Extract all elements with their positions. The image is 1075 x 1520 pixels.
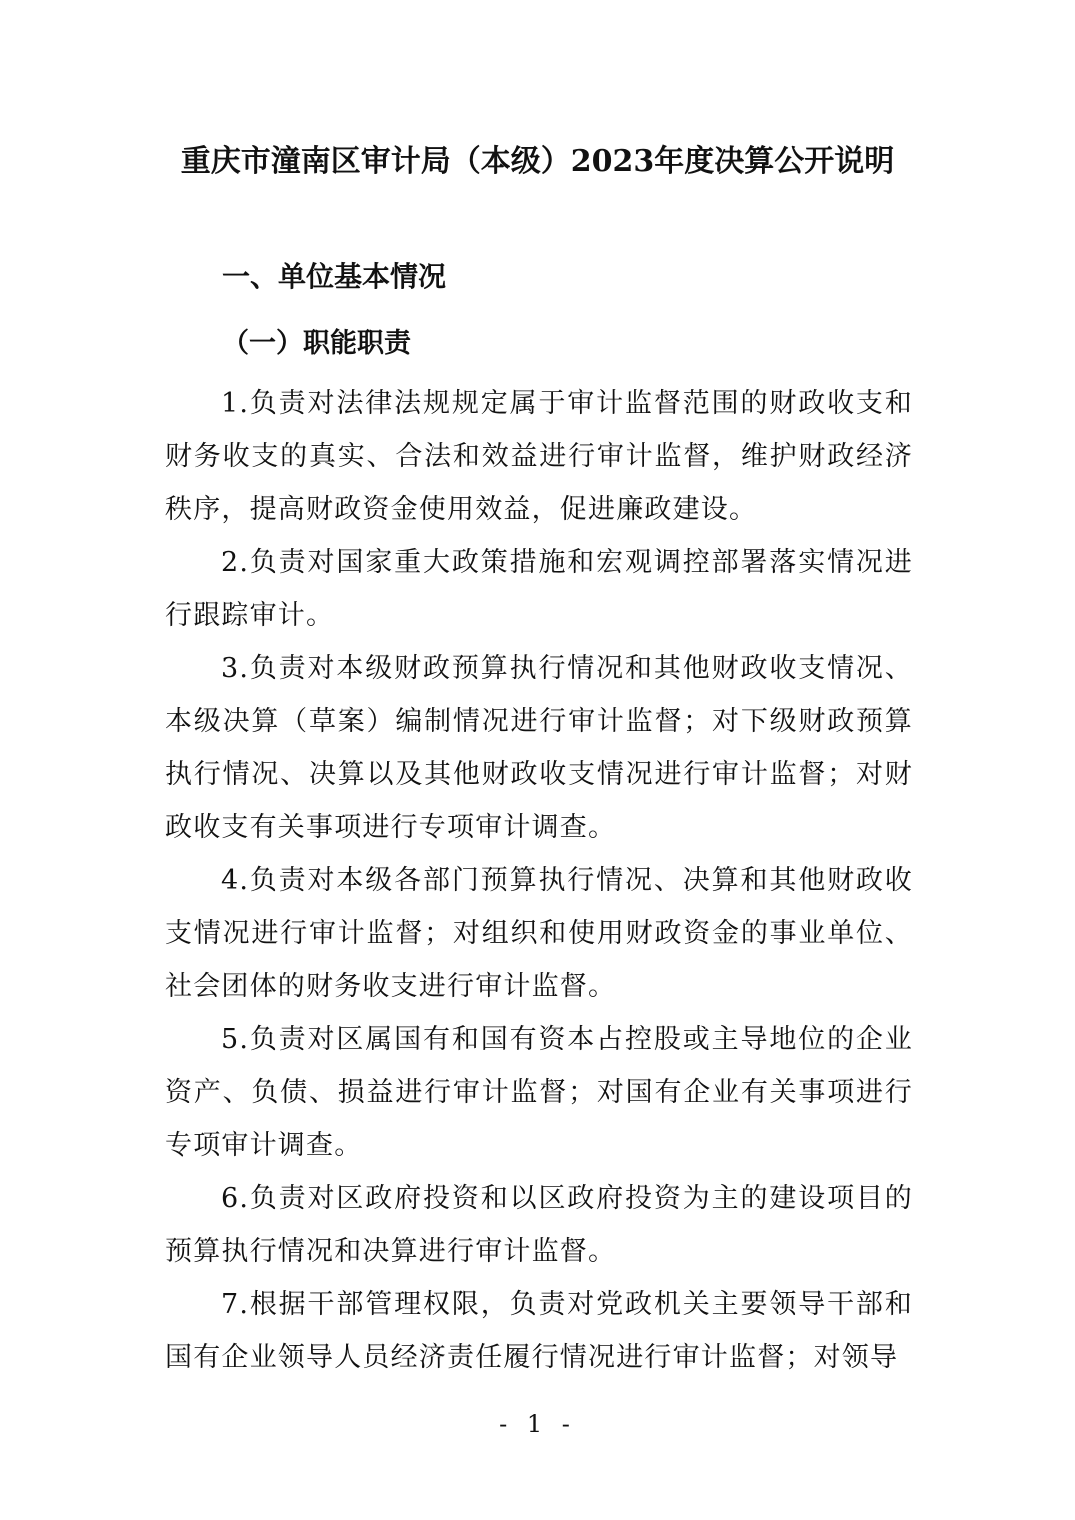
paragraph-7: 7.根据干部管理权限，负责对党政机关主要领导干部和国有企业领导人员经济责任履行情况进行审计监督；对领导 [165,1289,913,1373]
paragraph-6: 6.负责对区政府投资和以区政府投资为主的建设项目的预算执行情况和决算进行审计监督。 [165,1183,913,1267]
paragraph-3: 3.负责对本级财政预算执行情况和其他财政收支情况、本级决算（草案）编制情况进行审计监督；对下级财政预算执行情况、决算以及其他财政收支情况进行审计监督；对财政收支有关事项进行专项审计调查。 [165,653,913,843]
paragraph-5: 5.负责对区属国有和国有资本占控股或主导地位的企业资产、负债、损益进行审计监督；对国有企业有关事项进行专项审计调查。 [165,1024,913,1161]
document-title: 重庆市潼南区审计局（本级）2023年度决算公开说明 [180,144,895,179]
paragraph-4: 4.负责对本级各部门预算执行情况、决算和其他财政收支情况进行审计监督；对组织和使用财政资金的事业单位、社会团体的财务收支进行审计监督。 [165,865,913,1002]
body-text [165,377,913,1384]
page-number: - 1 - [499,1410,576,1438]
subsection-heading: （一）职能职责 [222,328,411,359]
paragraph-1: 1.负责对法律法规规定属于审计监督范围的财政收支和财务收支的真实、合法和效益进行审计监督，维护财政经济秩序，提高财政资金使用效益，促进廉政建设。 [165,388,913,525]
paragraph-2: 2.负责对国家重大政策措施和宏观调控部署落实情况进行跟踪审计。 [165,547,913,631]
section-heading: 一、单位基本情况 [222,260,447,293]
